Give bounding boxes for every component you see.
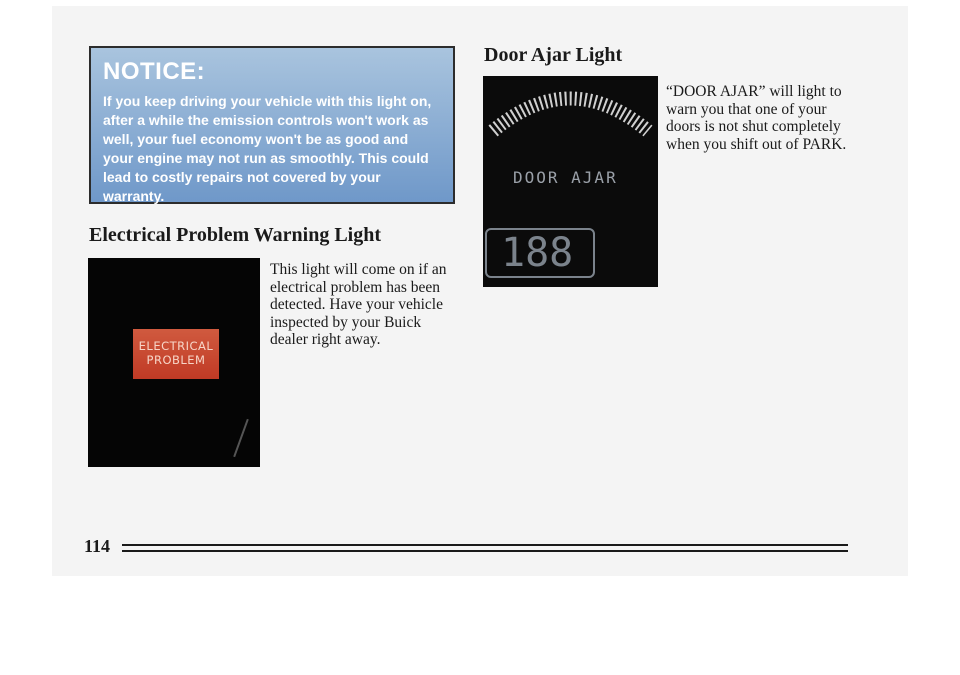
footer-rule-top (122, 544, 848, 546)
digital-readout: 188 (485, 228, 595, 278)
lamp-label-line2: PROBLEM (146, 353, 206, 367)
notice-box (89, 46, 455, 204)
notice-title: NOTICE: (103, 58, 206, 85)
electrical-problem-lamp (133, 329, 219, 379)
electrical-body: This light will come on if an electrical problem has been detected. Have your vehicle inspected by your Buick dealer right away. (270, 261, 447, 348)
door-ajar-photo (483, 76, 658, 287)
door-ajar-display: DOOR AJAR (513, 168, 618, 187)
page-number: 114 (84, 536, 111, 556)
lamp-label-line1: ELECTRICAL (138, 339, 214, 353)
pointer-line (233, 419, 249, 457)
door-ajar-body: “DOOR AJAR” will light to warn you that one of your doors is not shut completely when you shift out of PARK. (666, 83, 847, 153)
footer-rule-bottom (122, 550, 848, 552)
electrical-problem-photo (88, 258, 260, 467)
notice-body: If you keep driving your vehicle with this light on, after a while the emission controls won't work as well, your fuel economy won't be as good and your engine may not run as smoothly. This could lead to costly repairs not covered by your warranty. (103, 93, 432, 204)
electrical-heading: Electrical Problem Warning Light (89, 224, 382, 246)
door-ajar-heading: Door Ajar Light (484, 44, 623, 66)
